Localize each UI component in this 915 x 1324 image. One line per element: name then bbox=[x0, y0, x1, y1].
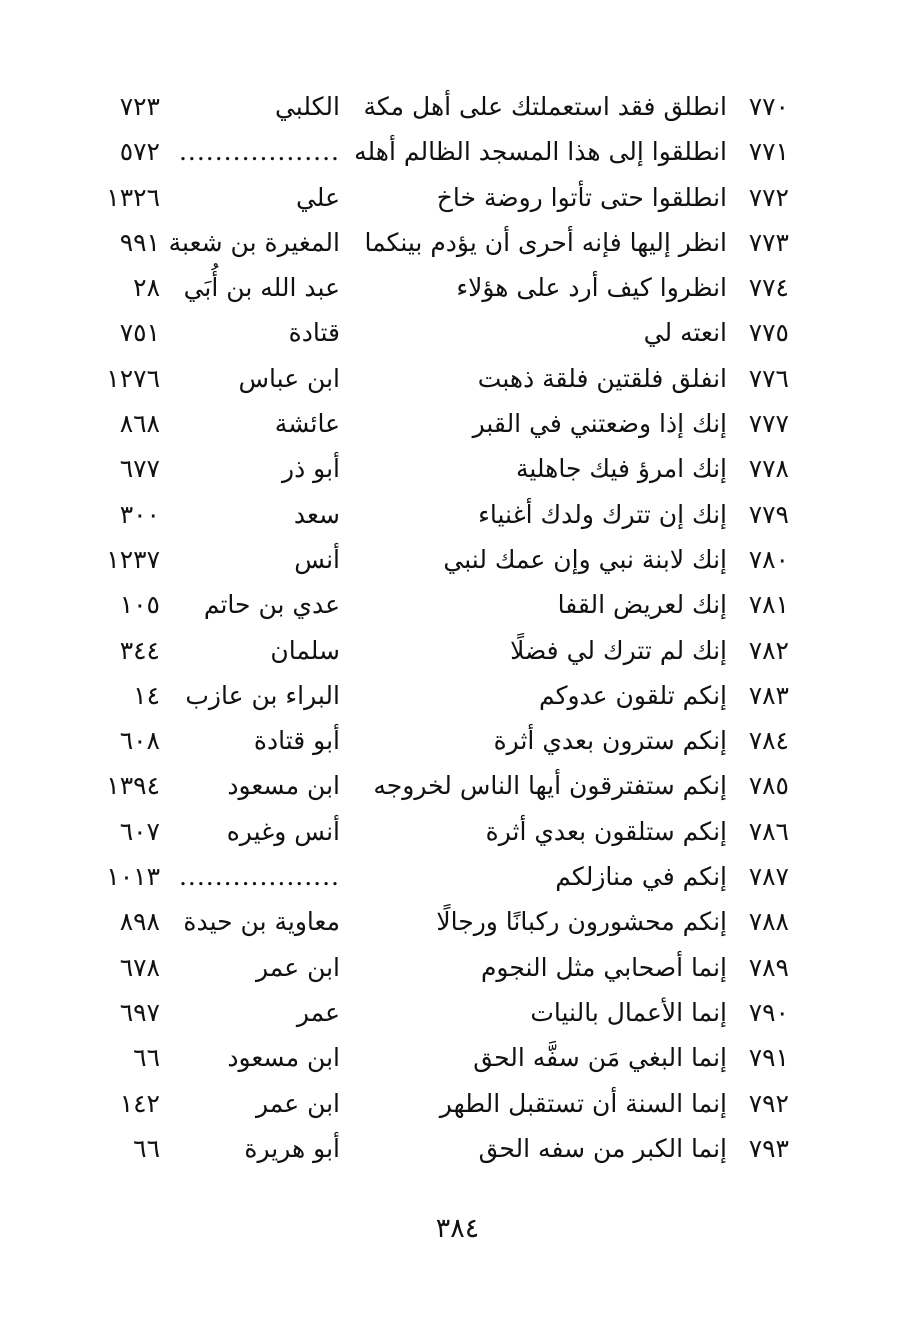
entry-number: ٧٨٣ bbox=[748, 680, 789, 710]
narrator-name: عبد الله بن أُبَي bbox=[183, 273, 340, 303]
entry-number: ٧٧٠ bbox=[748, 92, 789, 121]
hadith-opening: انفلق فلقتين فلقة ذهبت bbox=[477, 363, 727, 393]
index-entry-row bbox=[0, 1126, 915, 1171]
page-reference: ٣٠٠ bbox=[119, 499, 160, 529]
narrator-name: أبو قتادة bbox=[253, 726, 340, 756]
index-entry-row bbox=[0, 265, 915, 310]
entry-number: ٧٨٢ bbox=[748, 635, 789, 665]
page-number: ٣٨٤ bbox=[435, 1213, 480, 1244]
page-reference: ١٠١٣ bbox=[106, 862, 160, 892]
page-reference: ٩٩١ bbox=[119, 227, 160, 257]
narrator-name: معاوية بن حيدة bbox=[183, 907, 340, 937]
hadith-opening: إنك لم تترك لي فضلًا bbox=[510, 635, 727, 665]
narrator-name: سعد bbox=[293, 499, 340, 529]
index-entry-row bbox=[0, 175, 915, 220]
hadith-opening: انطلق فقد استعملتك على أهل مكة bbox=[363, 92, 727, 121]
hadith-opening: إنك لابنة نبي وإن عمك لنبي bbox=[443, 544, 727, 574]
hadith-opening: إنما أصحابي مثل النجوم bbox=[480, 952, 727, 982]
entry-number: ٧٧٢ bbox=[748, 182, 789, 212]
page-reference: ١٢٧٦ bbox=[106, 363, 160, 393]
entry-number: ٧٨٧ bbox=[748, 862, 789, 892]
page-reference: ٣٤٤ bbox=[119, 635, 160, 665]
narrator-name: أبو ذر bbox=[282, 454, 340, 484]
entry-number: ٧٧٦ bbox=[748, 363, 789, 393]
hadith-opening: إنك امرؤ فيك جاهلية bbox=[515, 454, 727, 484]
narrator-name: قتادة bbox=[288, 318, 340, 348]
hadith-opening: إنك إن تترك ولدك أغنياء bbox=[478, 499, 727, 529]
narrator-name: ابن عمر bbox=[255, 1088, 340, 1118]
entry-number: ٧٧٧ bbox=[748, 409, 789, 439]
page-reference: ٦٦ bbox=[133, 1043, 160, 1073]
hadith-opening: إنكم تلقون عدوكم bbox=[538, 680, 727, 710]
page-reference: ٦٠٧ bbox=[119, 816, 160, 846]
page-reference: ٧٢٣ bbox=[119, 92, 160, 121]
entry-number: ٧٨٨ bbox=[748, 907, 789, 937]
narrator-name: أبو هريرة bbox=[244, 1133, 340, 1163]
page-reference: ٦٧٧ bbox=[119, 454, 160, 484]
page-reference: ١٢٣٧ bbox=[106, 544, 160, 574]
page-reference: ١٤ bbox=[133, 680, 160, 710]
entry-number: ٧٧٩ bbox=[748, 499, 789, 529]
index-entry-row bbox=[0, 401, 915, 446]
hadith-opening: إنكم في منازلكم bbox=[555, 862, 727, 892]
index-entry-row bbox=[0, 582, 915, 627]
entry-number: ٧٧٨ bbox=[748, 454, 789, 484]
index-entry-row bbox=[0, 129, 915, 174]
entry-number: ٧٨٤ bbox=[748, 726, 789, 756]
narrator-name: عدي بن حاتم bbox=[203, 590, 340, 620]
entry-number: ٧٩١ bbox=[748, 1043, 789, 1073]
entry-number: ٧٧٣ bbox=[748, 227, 789, 257]
index-entry-row bbox=[0, 809, 915, 854]
hadith-opening: إنكم ستلقون بعدي أثرة bbox=[485, 816, 727, 846]
index-entry-row bbox=[0, 356, 915, 401]
hadith-opening: إنكم ستفترقون أيها الناس لخروجه bbox=[373, 771, 727, 801]
dotted-leader: .................. bbox=[178, 862, 340, 892]
narrator-name: أنس وغيره bbox=[226, 816, 340, 846]
index-entry-row bbox=[0, 673, 915, 718]
narrator-name: سلمان bbox=[270, 635, 340, 665]
entry-number: ٧٨٥ bbox=[748, 771, 789, 801]
entry-number: ٧٨٠ bbox=[748, 544, 789, 574]
page-reference: ٦٧٨ bbox=[119, 952, 160, 982]
page-reference: ٦٩٧ bbox=[119, 997, 160, 1027]
hadith-opening: إنكم سترون بعدي أثرة bbox=[493, 726, 727, 756]
narrator-name: الكلبي bbox=[274, 92, 340, 121]
index-entry-row bbox=[0, 854, 915, 899]
hadith-opening: إنما الأعمال بالنيات bbox=[530, 997, 727, 1027]
page-reference: ٨٦٨ bbox=[119, 409, 160, 439]
narrator-name: ابن عباس bbox=[238, 363, 340, 393]
narrator-name: ابن عمر bbox=[255, 952, 340, 982]
entry-number: ٧٧٥ bbox=[748, 318, 789, 348]
page-reference: ٦٦ bbox=[133, 1133, 160, 1163]
narrator-name: ابن مسعود bbox=[227, 771, 340, 801]
hadith-opening: إنما الكبر من سفه الحق bbox=[478, 1133, 727, 1163]
hadith-index-list bbox=[0, 84, 915, 1171]
narrator-name: أنس bbox=[294, 544, 340, 574]
index-entry-row bbox=[0, 220, 915, 265]
hadith-opening: إنك لعريض القفا bbox=[557, 590, 727, 620]
entry-number: ٧٨١ bbox=[748, 590, 789, 620]
page-reference: ٦٠٨ bbox=[119, 726, 160, 756]
entry-number: ٧٨٦ bbox=[748, 816, 789, 846]
narrator-name: علي bbox=[295, 182, 340, 212]
index-entry-row bbox=[0, 492, 915, 537]
entry-number: ٧٨٩ bbox=[748, 952, 789, 982]
page-reference: ١٠٥ bbox=[119, 590, 160, 620]
index-entry-row bbox=[0, 310, 915, 355]
hadith-opening: إنك إذا وضعتني في القبر bbox=[472, 409, 727, 439]
hadith-opening: انعته لي bbox=[643, 318, 727, 348]
entry-number: ٧٩٠ bbox=[748, 997, 789, 1027]
hadith-opening: انطلقوا حتى تأتوا روضة خاخ bbox=[436, 182, 727, 212]
entry-number: ٧٧٤ bbox=[748, 273, 789, 303]
index-entry-row bbox=[0, 446, 915, 491]
page-reference: ١٤٢ bbox=[119, 1088, 160, 1118]
page-reference: ٢٨ bbox=[133, 273, 160, 303]
index-entry-row bbox=[0, 628, 915, 673]
hadith-opening: انطلقوا إلى هذا المسجد الظالم أهله bbox=[354, 137, 727, 167]
page-reference: ٧٥١ bbox=[119, 318, 160, 348]
entry-number: ٧٩٣ bbox=[748, 1133, 789, 1163]
narrator-name: المغيرة بن شعبة bbox=[168, 227, 340, 257]
index-entry-row bbox=[0, 537, 915, 582]
hadith-opening: إنما البغي مَن سفَّه الحق bbox=[473, 1043, 727, 1073]
page-reference: ٨٩٨ bbox=[119, 907, 160, 937]
index-entry-row bbox=[0, 899, 915, 944]
hadith-opening: انظروا كيف أرد على هؤلاء bbox=[456, 273, 727, 303]
hadith-opening: إنما السنة أن تستقبل الطهر bbox=[439, 1088, 727, 1118]
index-entry-row bbox=[0, 1035, 915, 1080]
narrator-name: عائشة bbox=[274, 409, 340, 439]
narrator-name: البراء بن عازب bbox=[185, 680, 340, 710]
page-reference: ١٣٢٦ bbox=[106, 182, 160, 212]
index-entry-row bbox=[0, 718, 915, 763]
hadith-opening: إنكم محشورون ركبانًا ورجالًا bbox=[436, 907, 727, 937]
narrator-name: ابن مسعود bbox=[227, 1043, 340, 1073]
page-reference: ١٣٩٤ bbox=[106, 771, 160, 801]
page-reference: ٥٧٢ bbox=[119, 137, 160, 167]
entry-number: ٧٩٢ bbox=[748, 1088, 789, 1118]
dotted-leader: .................. bbox=[178, 137, 340, 167]
index-entry-row bbox=[0, 945, 915, 990]
hadith-opening: انظر إليها فإنه أحرى أن يؤدم بينكما bbox=[364, 227, 727, 257]
index-entry-row bbox=[0, 763, 915, 808]
narrator-name: عمر bbox=[296, 997, 340, 1027]
index-entry-row bbox=[0, 1081, 915, 1126]
index-entry-row bbox=[0, 84, 915, 129]
entry-number: ٧٧١ bbox=[748, 137, 789, 167]
index-entry-row bbox=[0, 990, 915, 1035]
